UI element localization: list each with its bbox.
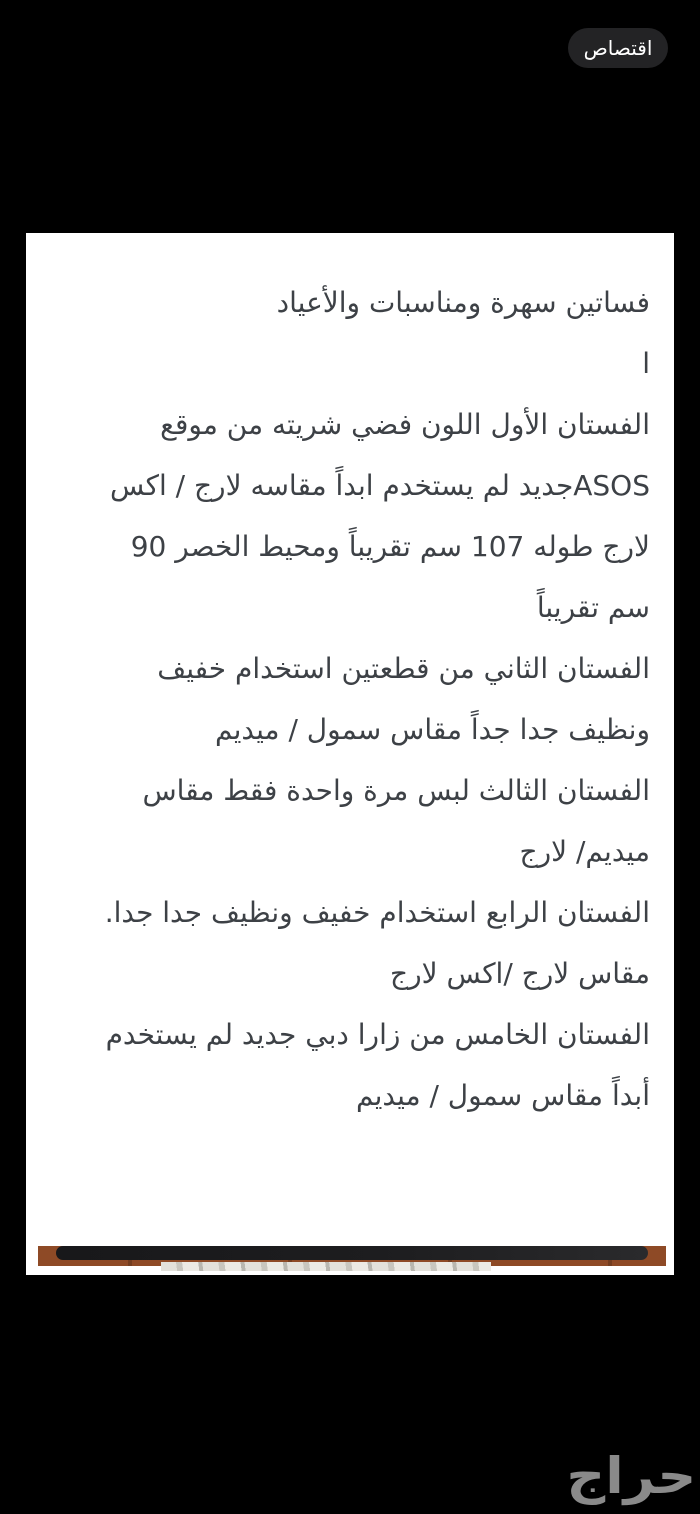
description-line: لارج طوله 107 سم تقريباً ومحيط الخصر 90 [130, 530, 650, 563]
description-line: ميديم/ لارج [519, 835, 650, 868]
description-line: ا [642, 347, 650, 380]
description-line: الفستان الأول اللون فضي شريته من موقع [160, 408, 650, 441]
description-line: سم تقريباً [536, 591, 650, 624]
description-line: أبداً مقاس سمول / ميديم [356, 1079, 650, 1112]
description-card [26, 233, 674, 1275]
haraj-logo: حراج [566, 1447, 696, 1505]
description-line: ونظيف جدا جداً مقاس سمول / ميديم [214, 713, 650, 746]
description-line: ASOSجديد لم يستخدم ابداً مقاسه لارج / اكس [109, 469, 650, 502]
black-rod-bar [56, 1246, 648, 1260]
description-line: مقاس لارج /اكس لارج [390, 957, 650, 990]
description-line: الفستان الثالث لبس مرة واحدة فقط مقاس [142, 774, 650, 807]
description-line: الفستان الثاني من قطعتين استخدام خفيف [157, 652, 650, 685]
cropped-photo-strip [26, 1246, 674, 1275]
description-line: الفستان الخامس من زارا دبي جديد لم يستخدم [105, 1018, 650, 1051]
listing-description [26, 233, 674, 1126]
crop-badge[interactable]: اقتصاص [568, 28, 668, 68]
marble-floor-sliver [161, 1262, 491, 1271]
description-line: الفستان الرابع استخدام خفيف ونظيف جدا جدا. [104, 896, 650, 929]
description-line: فساتين سهرة ومناسبات والأعياد [276, 286, 650, 319]
